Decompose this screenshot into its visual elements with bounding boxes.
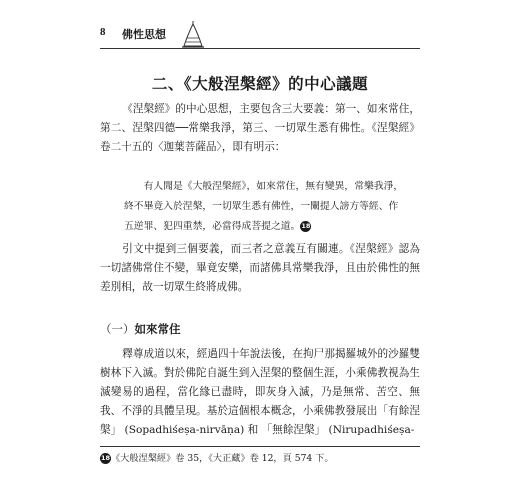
sub-heading-text: 如來常住: [134, 322, 181, 336]
block-quote: [124, 177, 406, 237]
section-title: 二、《大般涅槃經》的中心議題: [151, 74, 369, 93]
footnote-reference-marker[interactable]: 18: [301, 222, 311, 230]
page-number: 8: [100, 26, 106, 38]
sub-heading-number: （一）: [100, 322, 135, 336]
footnote: [100, 452, 420, 465]
quote-text: 有人聞是《大般涅槃經》，如來常住，無有變異，常樂我淨，終不畢竟入於涅槃，一切眾生悉有佛性，一闡提人謗方等經、作五逆罪、犯四重禁，必當得成菩提之道。: [124, 181, 404, 232]
page-header: [100, 26, 420, 49]
footnote-marker: 18: [100, 454, 111, 462]
footnote-divider: [100, 446, 420, 447]
body-paragraph-3: 釋尊成道以來，經過四十年說法後，在拘尸那揭羅城外的沙羅雙樹林下入滅。對於佛陀自誕生到入涅槃的整個生涯，小乘佛教視為生滅變易的過程，當化緣已盡時，即灰身入滅，乃是無常、苦空、無我、不淨的具體呈現。基於這個根本概念，小乘佛教發展出「有餘涅槃」 (Sopadhiśeṣa-nirvāṇa) 和 「無餘涅槃」 (Nirupadhiśeṣa-: [100, 348, 420, 436]
footnote-text: 《大般涅槃經》卷 35，《大正藏》卷 12，頁 574 下。: [111, 453, 334, 464]
body-paragraph-1: 《涅槃經》的中心思想，主要包含三大要義：第一、如來常住，第二、涅槃四德──常樂我淨，第三、一切眾生悉有佛性。《涅槃經》卷二十五的〈迦葉菩薩品〉，即有明示：: [100, 103, 420, 153]
stupa-icon: [180, 20, 206, 48]
running-title: 佛性思想: [122, 28, 166, 41]
body-paragraph-2: 引文中提到三個要義，而三者之意義互有關連。《涅槃經》認為一切諸佛常住不變，畢竟安樂，而諸佛具常樂我淨，且由於佛性的無差別相，故一切眾生終將成佛。: [100, 243, 420, 293]
sub-heading: [100, 321, 181, 337]
